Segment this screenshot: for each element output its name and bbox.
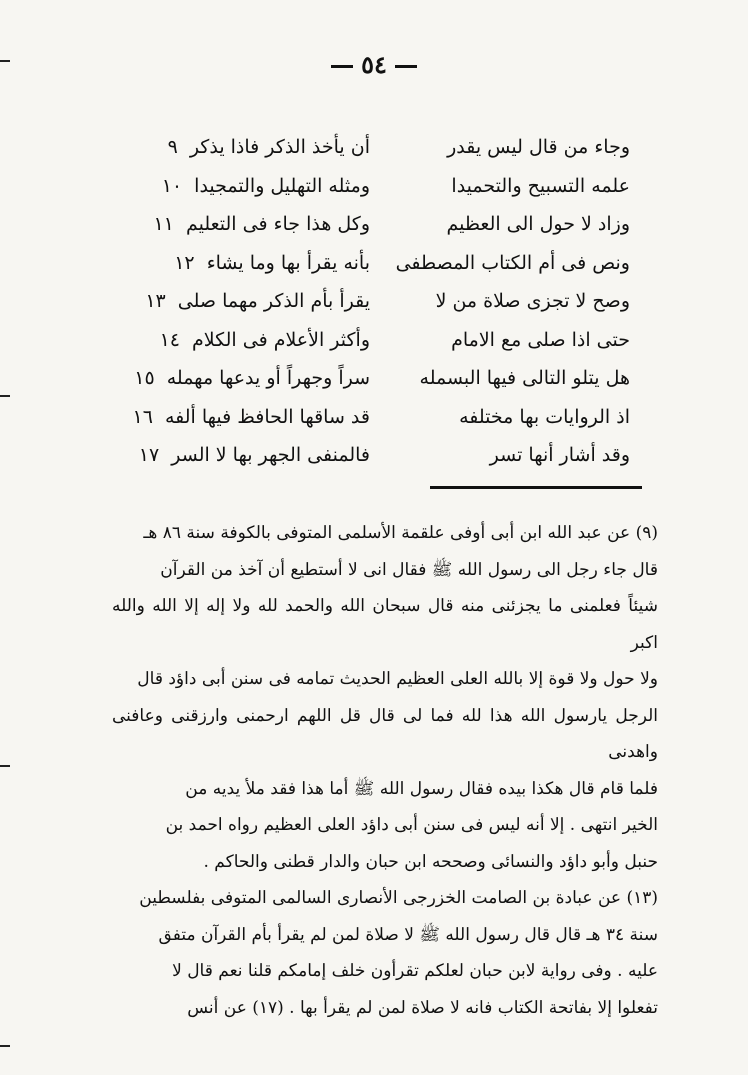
page-number-dash — [331, 65, 353, 68]
footnote-line: حنبل وأبو داؤد والنسائى وصححه ابن حبان والدار قطنى والحاكم . — [203, 851, 658, 872]
footnote-line: ولا حول ولا قوة إلا بالله العلى العظيم الحديث تمامه فى سنن أبى داؤد قال — [137, 669, 658, 689]
footnote-line: شيئاً فعلمنى ما يجزئنى منه قال سبحان الله والحمد لله ولا إله إلا الله والله اكبر — [112, 596, 658, 653]
page-number-text: ٥٤ — [361, 50, 387, 79]
footnote-line: عليه . وفى رواية لابن حبان لعلكم تقرأون خلف إمامكم قلنا نعم قال لا — [172, 961, 658, 981]
verse — [120, 321, 630, 360]
verse-second-hemistich — [120, 406, 370, 428]
verse-number: ١١ — [153, 213, 174, 236]
verse-second-text: فالمنفى الجهر بها لا السر — [171, 444, 370, 467]
verse-second-hemistich — [120, 444, 370, 466]
margin-scan-mark — [0, 765, 10, 767]
poem — [120, 128, 630, 475]
verse-second-hemistich — [120, 252, 370, 274]
footnote-line: الخير انتهى . إلا أنه ليس فى سنن أبى داؤد العلى العظيم رواه احمد بن — [165, 815, 658, 835]
verse-number: ١٥ — [134, 367, 155, 390]
verse-first-hemistich: ونص فى أم الكتاب المصطفى — [395, 251, 630, 274]
verse-number: ١٤ — [159, 328, 180, 351]
verse-second-text: أن يأخذ الذكر فاذا يذكر — [189, 136, 370, 159]
footnote-line: فلما قام قال هكذا بيده فقال رسول الله ﷺ أما هذا فقد ملأ يديه من — [185, 778, 658, 799]
verse-number: ١٧ — [138, 444, 160, 467]
page-number — [0, 50, 748, 79]
verse-second-text: بأنه يقرأ بها وما يشاء — [206, 251, 370, 274]
verse-second-hemistich — [120, 136, 370, 158]
verse — [120, 244, 630, 283]
footnote-line: الرجل يارسول الله هذا لله فما لى قال قل اللهم ارحمنى وارزقنى وعافنى واهدنى — [112, 705, 658, 762]
verse-second-text: وكل هذا جاء فى التعليم — [185, 213, 370, 236]
verse-first-hemistich: علمه التسبيح والتحميدا — [451, 174, 630, 197]
verse — [120, 282, 630, 321]
verse-number: ١٢ — [174, 251, 195, 274]
footnote-line: (٩) عن عبد الله ابن أبى أوفى علقمة الأسلمى المتوفى بالكوفة سنة ٨٦ هـ — [143, 523, 658, 543]
verse-first-hemistich: هل يتلو التالى فيها البسمله — [419, 367, 630, 390]
verse-first-hemistich: وقد أشار أنها تسر — [489, 444, 630, 467]
verse-second-hemistich — [120, 213, 370, 235]
footnote-line: (١٣) عن عبادة بن الصامت الخزرجى الأنصارى السالمى المتوفى بفلسطين — [139, 888, 658, 908]
footnotes — [112, 515, 658, 1026]
verse-first-hemistich: وجاء من قال ليس يقدر — [447, 136, 630, 159]
verse-second-text: سراً وجهراً أو يدعها مهمله — [166, 367, 370, 390]
verse — [120, 398, 630, 437]
footnote-line: سنة ٣٤ هـ قال قال رسول الله ﷺ لا صلاة لمن لم يقرأ بأم القرآن متفق — [158, 924, 658, 945]
verse-first-hemistich: حتى اذا صلى مع الامام — [451, 328, 630, 351]
verse — [120, 128, 630, 167]
verse-number: ١٣ — [145, 290, 166, 313]
verse-number: ٩ — [167, 136, 178, 159]
verse-first-hemistich: وصح لا تجزى صلاة من لا — [435, 290, 630, 313]
verse-first-hemistich: وزاد لا حول الى العظيم — [446, 213, 630, 236]
verse — [120, 359, 630, 398]
verse-second-text: وأكثر الأعلام فى الكلام — [192, 328, 370, 351]
verse — [120, 436, 630, 475]
verse-second-hemistich — [120, 290, 370, 312]
verse-number: ١٠ — [161, 174, 183, 197]
footnote-line: تفعلوا إلا بفاتحة الكتاب فانه لا صلاة لمن لم يقرأ بها . (١٧) عن أنس — [187, 997, 658, 1018]
verse — [120, 205, 630, 244]
page-number-dash — [395, 65, 417, 68]
margin-scan-mark — [0, 1045, 10, 1047]
footnote-line: قال جاء رجل الى رسول الله ﷺ فقال انى لا أستطيع أن آخذ من القرآن — [160, 559, 658, 580]
margin-scan-mark — [0, 60, 10, 62]
margin-scan-mark — [0, 395, 10, 397]
footnote-separator-rule — [430, 486, 642, 489]
verse — [120, 167, 630, 206]
verse-second-text: يقرأ بأم الذكر مهما صلى — [177, 290, 370, 313]
verse-first-hemistich: اذ الروايات بها مختلفه — [459, 405, 630, 428]
verse-second-hemistich — [120, 175, 370, 197]
verse-second-hemistich — [120, 367, 370, 389]
verse-number: ١٦ — [132, 405, 153, 428]
verse-second-text: قد ساقها الحافظ فيها ألفه — [164, 405, 370, 428]
verse-second-text: ومثله التهليل والتمجيدا — [194, 174, 370, 197]
verse-second-hemistich — [120, 329, 370, 351]
